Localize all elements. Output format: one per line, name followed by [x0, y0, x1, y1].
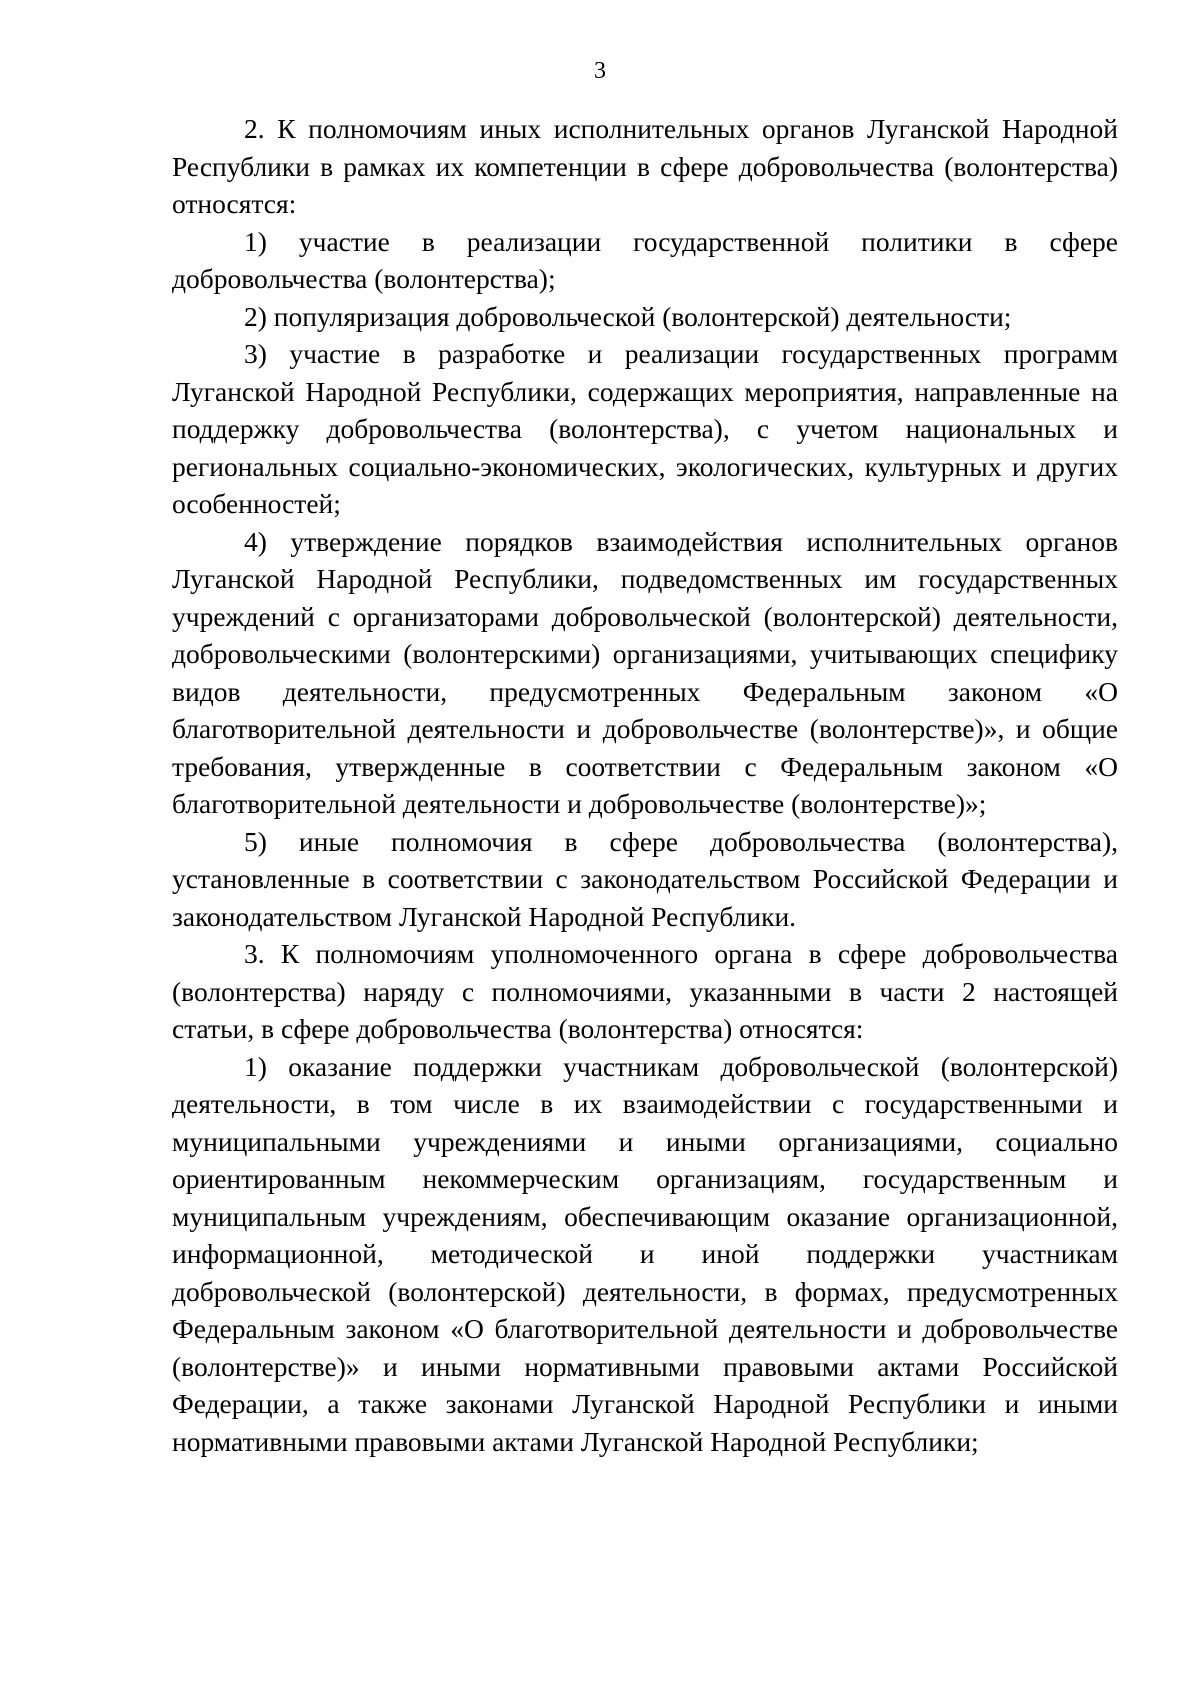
paragraph-part-3-item-1: 1) оказание поддержки участникам добровольческой (волонтерской) деятельности, в том числе в их взаимодействии с государственными и муниципальными учреждениями и иными организациями, социально ориентированным некоммерческим организациям, государственным и муниципальным учреждениям, обеспечивающим оказание организационной, информационной, методической и иной поддержки участникам добровольческой (волонтерской) деятельности, в формах, предусмотренных Федеральным законом «О благотворительной деятельности и добровольчестве (волонтерстве)» и иными нормативными правовыми актами Российской Федерации, а также законами Луганской Народной Республики и иными нормативными правовыми актами Луганской Народной Республики; [172, 1050, 1118, 1457]
paragraph-part-2-item-2: 2) популяризация добровольческой (волонтерской) деятельности; [244, 300, 1012, 332]
paragraph-part-3-intro: 3. К полномочиям уполномоченного органа в сфере добровольчества (волонтерства) наряду с полномочиями, указанными в части 2 настоящей статьи, в сфере добровольчества (волонтерства) относятся: [172, 938, 1118, 1044]
document-body [172, 110, 1118, 1460]
page-number: 3 [594, 58, 606, 84]
paragraph-part-2-item-1: 1) участие в реализации государственной политики в сфере добровольчества (волонтерства); [172, 225, 1118, 294]
paragraph-part-2-item-3: 3) участие в разработке и реализации государственных программ Луганской Народной Республики, содержащих мероприятия, направленные на поддержку добровольчества (волонтерства), с учетом национальных и региональных социально-экономических, экологических, культурных и других особенностей; [172, 338, 1118, 519]
paragraph-part-2-intro: 2. К полномочиям иных исполнительных органов Луганской Народной Республики в рамках их компетенции в сфере добровольчества (волонтерства) относятся: [172, 113, 1118, 219]
paragraph-part-2-item-5: 5) иные полномочия в сфере добровольчества (волонтерства), установленные в соответствии с законодательством Российской Федерации и законодательством Луганской Народной Республики. [172, 825, 1118, 932]
paragraph-part-2-item-4: 4) утверждение порядков взаимодействия исполнительных органов Луганской Народной Республики, подведомственных им государственных учреждений с организаторами добровольческой (волонтерской) деятельности, добровольческими (волонтерскими) организациями, учитывающих специфику видов деятельности, предусмотренных Федеральным законом «О благотворительной деятельности и добровольчестве (волонтерстве)», и общие требования, утвержденные в соответствии с Федеральным законом «О благотворительной деятельности и добровольчестве (волонтерстве)»; [172, 525, 1118, 819]
